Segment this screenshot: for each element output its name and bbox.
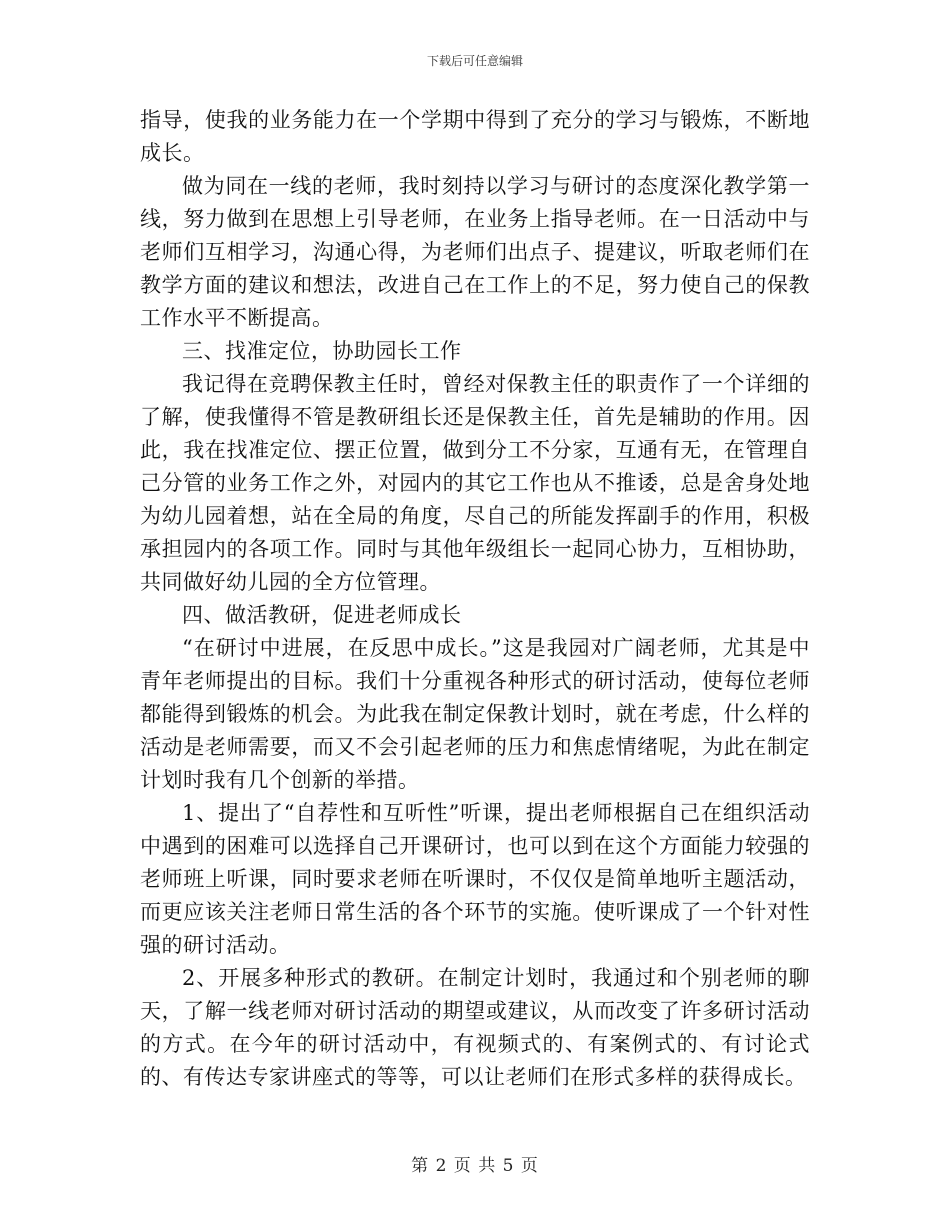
list-item-2: 2、开展多种形式的教研。在制定计划时，我通过和个别老师的聊天，了解一线老师对研讨活动的期望或建议，从而改变了许多研讨活动的方式。在今年的研讨活动中，有视频式的、有案例式的、有讨论式的、有传达专家讲座式的等等，可以让老师们在形式多样的获得成长。 bbox=[140, 966, 810, 1089]
page-header: 下载后可任意编辑 bbox=[426, 54, 523, 68]
section-heading-4: 四、做活教研，促进老师成长 bbox=[182, 603, 462, 627]
page-number: 第 2 页 共 5 页 bbox=[411, 1156, 539, 1176]
paragraph-research-goal: “在研讨中进展，在反思中成长。”这是我园对广阔老师，尤其是中青年老师提出的目标。我们十分重视各种形式的研讨活动，使每位老师都能得到锻炼的机会。为此我在制定保教计划时，就在考虑，什么样的活动是老师需要，而又不会引起老师的压力和焦虑情绪呢，为此在制定计划时我有几个创新的举措。 bbox=[140, 636, 810, 792]
paragraph-positioning: 我记得在竞聘保教主任时，曾经对保教主任的职责作了一个详细的了解，使我懂得不管是教研组长还是保教主任，首先是辅助的作用。因此，我在找准定位、摆正位置，做到分工不分家，互通有无，在管理自己分管的业务工作之外，对园内的其它工作也从不推诿，总是舍身处地为幼儿园着想，站在全局的角度，尽自己的所能发挥副手的作用，积极承担园内的各项工作。同时与其他年级组长一起同心协力，互相协助，共同做好幼儿园的全方位管理。 bbox=[140, 372, 810, 594]
paragraph-guidance: 做为同在一线的老师，我时刻持以学习与研讨的态度深化教学第一线，努力做到在思想上引导老师，在业务上指导老师。在一日活动中与老师们互相学习，沟通心得，为老师们出点子、提建议，听取老师们在教学方面的建议和想法，改进自己在工作上的不足，努力使自己的保教工作水平不断提高。 bbox=[140, 174, 810, 330]
section-heading-3: 三、找准定位，协助园长工作 bbox=[182, 339, 462, 363]
document-body bbox=[140, 104, 810, 1094]
list-item-1: 1、提出了“自荐性和互听性”听课，提出老师根据自己在组织活动中遇到的困难可以选择自己开课研讨，也可以到在这个方面能力较强的老师班上听课，同时要求老师在听课时，不仅仅是简单地听主题活动，而更应该关注老师日常生活的各个环节的实施。使听课成了一个针对性强的研讨活动。 bbox=[140, 801, 810, 957]
paragraph-continuation: 指导，使我的业务能力在一个学期中得到了充分的学习与锻炼，不断地成长。 bbox=[140, 108, 810, 165]
